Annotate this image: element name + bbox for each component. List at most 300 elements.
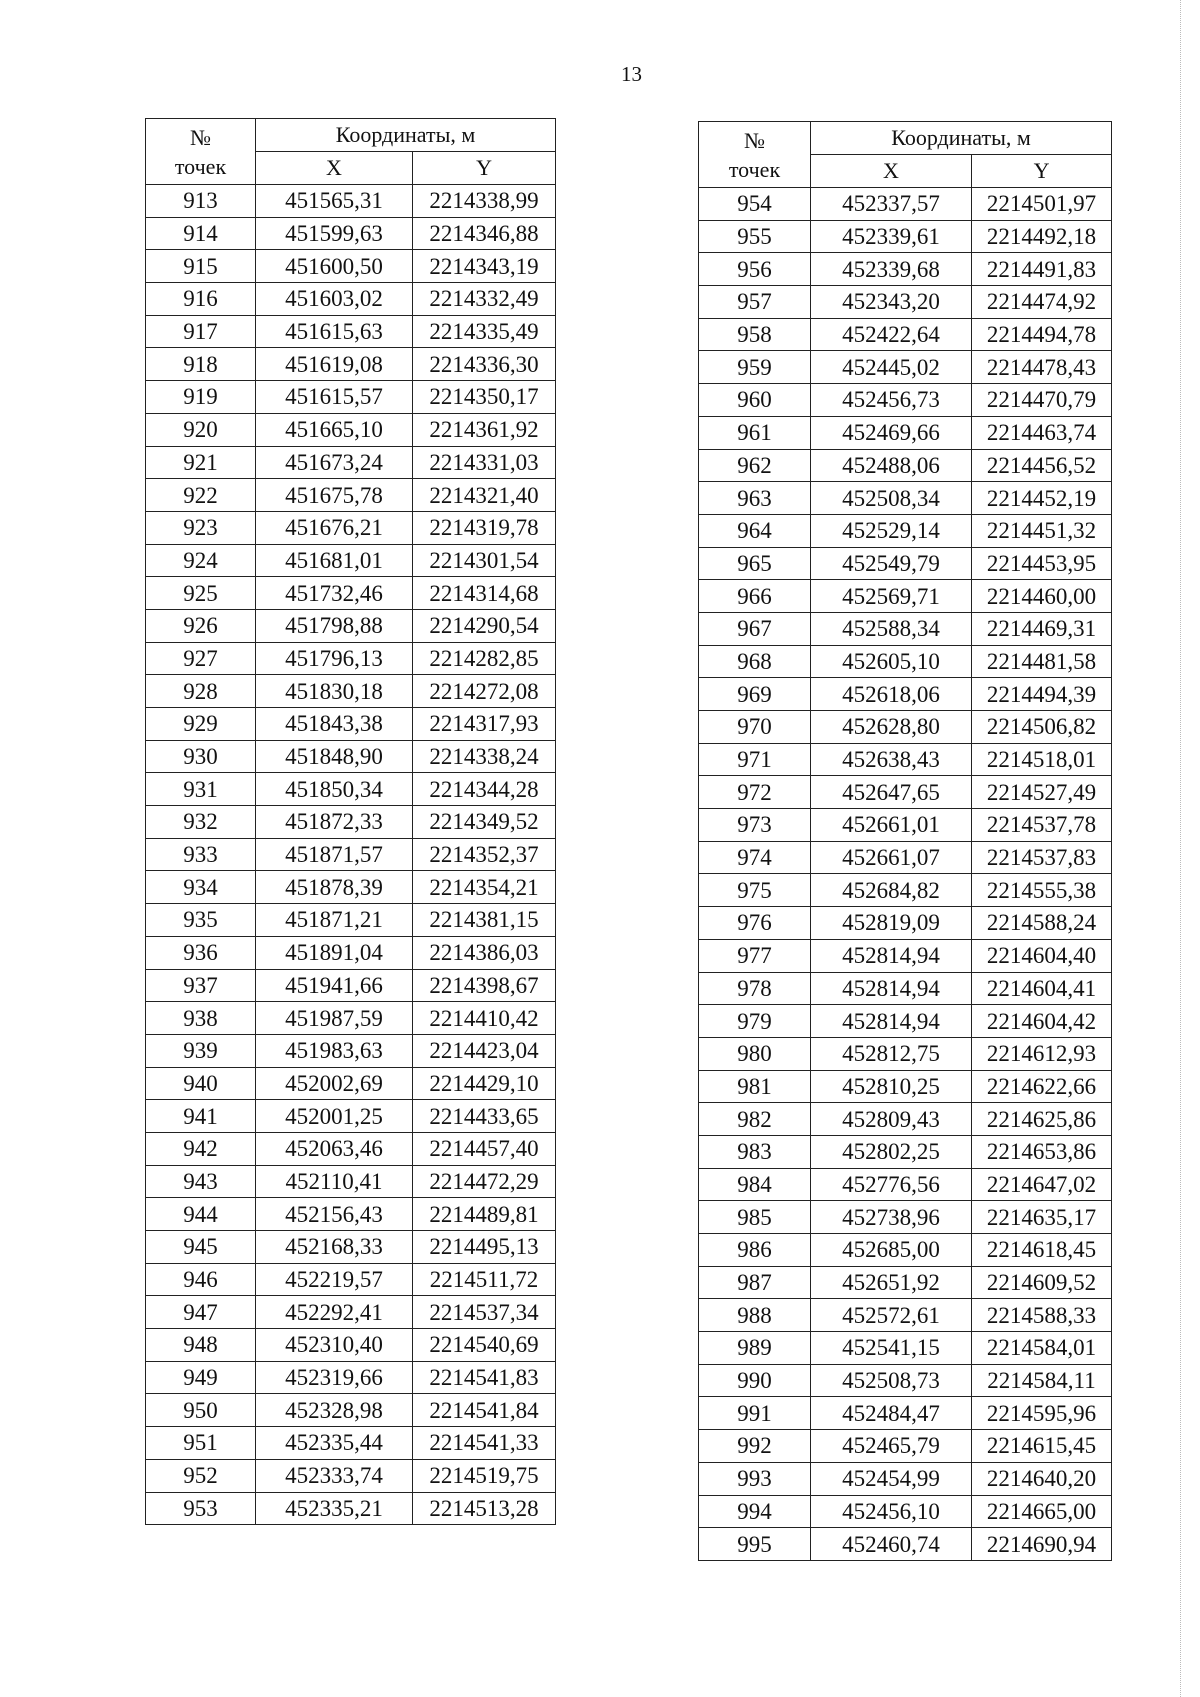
table-row bbox=[699, 809, 1112, 842]
y-coordinate-cell: 2214321,40 bbox=[413, 479, 556, 512]
y-coordinate-cell: 2214354,21 bbox=[413, 871, 556, 904]
x-coordinate-cell: 451565,31 bbox=[256, 185, 413, 218]
y-coordinate-cell: 2214513,28 bbox=[413, 1492, 556, 1525]
x-coordinate-cell: 451732,46 bbox=[256, 577, 413, 610]
table-row bbox=[699, 678, 1112, 711]
x-column-header: X bbox=[811, 155, 972, 188]
x-coordinate-cell: 452343,20 bbox=[811, 286, 972, 319]
table-row bbox=[146, 1231, 556, 1264]
x-coordinate-cell: 452810,25 bbox=[811, 1070, 972, 1103]
coordinates-table-right bbox=[698, 121, 1112, 1561]
point-number-cell: 994 bbox=[699, 1495, 811, 1528]
table-row bbox=[146, 315, 556, 348]
x-coordinate-cell: 452661,07 bbox=[811, 841, 972, 874]
point-number-header bbox=[146, 119, 256, 185]
coordinates-table-left bbox=[145, 118, 556, 1525]
point-number-cell: 963 bbox=[699, 482, 811, 515]
point-number-cell: 949 bbox=[146, 1361, 256, 1394]
point-number-cell: 970 bbox=[699, 711, 811, 744]
y-coordinate-cell: 2214501,97 bbox=[972, 188, 1112, 221]
point-number-cell: 930 bbox=[146, 740, 256, 773]
point-number-cell: 956 bbox=[699, 253, 811, 286]
x-coordinate-cell: 451872,33 bbox=[256, 806, 413, 839]
x-coordinate-cell: 452738,96 bbox=[811, 1201, 972, 1234]
y-coordinate-cell: 2214492,18 bbox=[972, 220, 1112, 253]
point-number-cell: 924 bbox=[146, 544, 256, 577]
table-row bbox=[146, 283, 556, 316]
y-coordinate-cell: 2214595,96 bbox=[972, 1397, 1112, 1430]
table-row bbox=[146, 446, 556, 479]
table-row bbox=[699, 612, 1112, 645]
y-coordinate-cell: 2214604,41 bbox=[972, 972, 1112, 1005]
point-number-cell: 959 bbox=[699, 351, 811, 384]
x-coordinate-cell: 452001,25 bbox=[256, 1100, 413, 1133]
table-row bbox=[146, 1459, 556, 1492]
y-coordinate-cell: 2214338,24 bbox=[413, 740, 556, 773]
table-row bbox=[146, 1263, 556, 1296]
table-row bbox=[699, 286, 1112, 319]
x-coordinate-cell: 452814,94 bbox=[811, 1005, 972, 1038]
table-row bbox=[146, 708, 556, 741]
point-number-cell: 915 bbox=[146, 250, 256, 283]
table-row bbox=[146, 1067, 556, 1100]
y-coordinate-cell: 2214272,08 bbox=[413, 675, 556, 708]
point-number-cell: 987 bbox=[699, 1266, 811, 1299]
point-number-cell: 993 bbox=[699, 1462, 811, 1495]
x-coordinate-cell: 452685,00 bbox=[811, 1234, 972, 1267]
table-row bbox=[146, 609, 556, 642]
point-number-cell: 914 bbox=[146, 217, 256, 250]
point-number-cell: 927 bbox=[146, 642, 256, 675]
y-coordinate-cell: 2214635,17 bbox=[972, 1201, 1112, 1234]
x-coordinate-cell: 451796,13 bbox=[256, 642, 413, 675]
x-coordinate-cell: 451871,57 bbox=[256, 838, 413, 871]
y-coordinate-cell: 2214290,54 bbox=[413, 609, 556, 642]
y-coordinate-cell: 2214609,52 bbox=[972, 1266, 1112, 1299]
table-row bbox=[699, 416, 1112, 449]
point-number-cell: 944 bbox=[146, 1198, 256, 1231]
y-coordinate-cell: 2214343,19 bbox=[413, 250, 556, 283]
y-coordinate-cell: 2214478,43 bbox=[972, 351, 1112, 384]
y-coordinate-cell: 2214665,00 bbox=[972, 1495, 1112, 1528]
x-coordinate-cell: 452445,02 bbox=[811, 351, 972, 384]
point-number-cell: 933 bbox=[146, 838, 256, 871]
table-row bbox=[699, 1462, 1112, 1495]
point-number-cell: 926 bbox=[146, 609, 256, 642]
point-number-cell: 957 bbox=[699, 286, 811, 319]
y-coordinate-cell: 2214604,40 bbox=[972, 939, 1112, 972]
y-coordinate-cell: 2214346,88 bbox=[413, 217, 556, 250]
table-row bbox=[699, 351, 1112, 384]
x-coordinate-cell: 452661,01 bbox=[811, 809, 972, 842]
y-coordinate-cell: 2214588,33 bbox=[972, 1299, 1112, 1332]
table-row bbox=[699, 449, 1112, 482]
table-row bbox=[699, 1299, 1112, 1332]
point-number-cell: 936 bbox=[146, 936, 256, 969]
table-row bbox=[699, 645, 1112, 678]
y-coordinate-cell: 2214612,93 bbox=[972, 1037, 1112, 1070]
y-coordinate-cell: 2214494,39 bbox=[972, 678, 1112, 711]
x-coordinate-cell: 451600,50 bbox=[256, 250, 413, 283]
table-row bbox=[146, 1361, 556, 1394]
point-number-cell: 938 bbox=[146, 1002, 256, 1035]
y-coordinate-cell: 2214463,74 bbox=[972, 416, 1112, 449]
x-coordinate-cell: 451983,63 bbox=[256, 1034, 413, 1067]
point-number-cell: 916 bbox=[146, 283, 256, 316]
table-row bbox=[699, 939, 1112, 972]
point-number-cell: 962 bbox=[699, 449, 811, 482]
point-number-cell: 971 bbox=[699, 743, 811, 776]
x-column-header: X bbox=[256, 152, 413, 185]
table-row bbox=[146, 479, 556, 512]
x-coordinate-cell: 452684,82 bbox=[811, 874, 972, 907]
x-coordinate-cell: 452339,61 bbox=[811, 220, 972, 253]
coordinates-header: Координаты, м bbox=[811, 122, 1112, 155]
x-coordinate-cell: 451676,21 bbox=[256, 511, 413, 544]
x-coordinate-cell: 452339,68 bbox=[811, 253, 972, 286]
y-coordinate-cell: 2214537,78 bbox=[972, 809, 1112, 842]
point-number-cell: 973 bbox=[699, 809, 811, 842]
x-coordinate-cell: 451798,88 bbox=[256, 609, 413, 642]
x-coordinate-cell: 452569,71 bbox=[811, 580, 972, 613]
y-coordinate-cell: 2214317,93 bbox=[413, 708, 556, 741]
y-coordinate-cell: 2214314,68 bbox=[413, 577, 556, 610]
x-coordinate-cell: 452814,94 bbox=[811, 972, 972, 1005]
point-number-cell: 929 bbox=[146, 708, 256, 741]
table-row bbox=[699, 482, 1112, 515]
table-row bbox=[146, 1427, 556, 1460]
table-row bbox=[699, 1168, 1112, 1201]
point-number-cell: 918 bbox=[146, 348, 256, 381]
x-coordinate-cell: 451891,04 bbox=[256, 936, 413, 969]
table-row bbox=[146, 348, 556, 381]
x-coordinate-cell: 451848,90 bbox=[256, 740, 413, 773]
point-number-cell: 917 bbox=[146, 315, 256, 348]
point-number-cell: 968 bbox=[699, 645, 811, 678]
y-coordinate-cell: 2214519,75 bbox=[413, 1459, 556, 1492]
point-number-cell: 975 bbox=[699, 874, 811, 907]
point-number-cell: 977 bbox=[699, 939, 811, 972]
point-number-cell: 937 bbox=[146, 969, 256, 1002]
x-coordinate-cell: 452310,40 bbox=[256, 1329, 413, 1362]
x-coordinate-cell: 451878,39 bbox=[256, 871, 413, 904]
y-coordinate-cell: 2214653,86 bbox=[972, 1135, 1112, 1168]
x-coordinate-cell: 452605,10 bbox=[811, 645, 972, 678]
x-coordinate-cell: 452776,56 bbox=[811, 1168, 972, 1201]
y-coordinate-cell: 2214615,45 bbox=[972, 1430, 1112, 1463]
x-coordinate-cell: 451599,63 bbox=[256, 217, 413, 250]
y-coordinate-cell: 2214625,86 bbox=[972, 1103, 1112, 1136]
table-row bbox=[699, 907, 1112, 940]
point-number-cell: 958 bbox=[699, 318, 811, 351]
x-coordinate-cell: 451615,63 bbox=[256, 315, 413, 348]
y-coordinate-cell: 2214527,49 bbox=[972, 776, 1112, 809]
table-row bbox=[146, 1034, 556, 1067]
point-number-cell: 932 bbox=[146, 806, 256, 839]
point-number-cell: 921 bbox=[146, 446, 256, 479]
y-coordinate-cell: 2214470,79 bbox=[972, 384, 1112, 417]
table-row bbox=[146, 871, 556, 904]
table-row bbox=[146, 577, 556, 610]
point-number-cell: 945 bbox=[146, 1231, 256, 1264]
point-number-cell: 939 bbox=[146, 1034, 256, 1067]
table-row bbox=[699, 1430, 1112, 1463]
point-number-cell: 969 bbox=[699, 678, 811, 711]
x-coordinate-cell: 452063,46 bbox=[256, 1132, 413, 1165]
table-row bbox=[146, 773, 556, 806]
point-number-cell: 965 bbox=[699, 547, 811, 580]
x-coordinate-cell: 451673,24 bbox=[256, 446, 413, 479]
table-row bbox=[699, 1364, 1112, 1397]
y-coordinate-cell: 2214690,94 bbox=[972, 1528, 1112, 1561]
y-coordinate-cell: 2214331,03 bbox=[413, 446, 556, 479]
y-coordinate-cell: 2214386,03 bbox=[413, 936, 556, 969]
x-coordinate-cell: 452484,47 bbox=[811, 1397, 972, 1430]
point-number-cell: 954 bbox=[699, 188, 811, 221]
point-number-cell: 931 bbox=[146, 773, 256, 806]
y-coordinate-cell: 2214489,81 bbox=[413, 1198, 556, 1231]
y-coordinate-cell: 2214332,49 bbox=[413, 283, 556, 316]
point-number-cell: 961 bbox=[699, 416, 811, 449]
y-coordinate-cell: 2214491,83 bbox=[972, 253, 1112, 286]
table-row bbox=[699, 743, 1112, 776]
x-coordinate-cell: 452335,21 bbox=[256, 1492, 413, 1525]
point-number-cell: 950 bbox=[146, 1394, 256, 1427]
x-coordinate-cell: 451830,18 bbox=[256, 675, 413, 708]
table-row bbox=[699, 1201, 1112, 1234]
point-number-cell: 923 bbox=[146, 511, 256, 544]
y-coordinate-cell: 2214495,13 bbox=[413, 1231, 556, 1264]
x-coordinate-cell: 451619,08 bbox=[256, 348, 413, 381]
y-coordinate-cell: 2214460,00 bbox=[972, 580, 1112, 613]
point-number-header bbox=[699, 122, 811, 188]
table-row bbox=[146, 1394, 556, 1427]
points-label: точек bbox=[728, 157, 781, 182]
table-row bbox=[146, 413, 556, 446]
point-number-cell: 983 bbox=[699, 1135, 811, 1168]
x-coordinate-cell: 452812,75 bbox=[811, 1037, 972, 1070]
x-coordinate-cell: 452328,98 bbox=[256, 1394, 413, 1427]
x-coordinate-cell: 451871,21 bbox=[256, 904, 413, 937]
x-coordinate-cell: 451603,02 bbox=[256, 283, 413, 316]
point-number-cell: 942 bbox=[146, 1132, 256, 1165]
table-row bbox=[146, 1296, 556, 1329]
y-coordinate-cell: 2214474,92 bbox=[972, 286, 1112, 319]
point-number-cell: 925 bbox=[146, 577, 256, 610]
y-coordinate-cell: 2214381,15 bbox=[413, 904, 556, 937]
point-number-cell: 981 bbox=[699, 1070, 811, 1103]
point-number-cell: 985 bbox=[699, 1201, 811, 1234]
table-row bbox=[146, 838, 556, 871]
x-coordinate-cell: 452802,25 bbox=[811, 1135, 972, 1168]
y-coordinate-cell: 2214301,54 bbox=[413, 544, 556, 577]
point-number-cell: 953 bbox=[146, 1492, 256, 1525]
y-coordinate-cell: 2214541,84 bbox=[413, 1394, 556, 1427]
table-row bbox=[699, 972, 1112, 1005]
point-number-cell: 951 bbox=[146, 1427, 256, 1460]
point-number-cell: 974 bbox=[699, 841, 811, 874]
table-body-right bbox=[699, 188, 1112, 1561]
x-coordinate-cell: 452456,73 bbox=[811, 384, 972, 417]
table-row bbox=[146, 1132, 556, 1165]
point-number-cell: 986 bbox=[699, 1234, 811, 1267]
x-coordinate-cell: 451675,78 bbox=[256, 479, 413, 512]
y-coordinate-cell: 2214423,04 bbox=[413, 1034, 556, 1067]
page-number: 13 bbox=[621, 62, 642, 86]
x-coordinate-cell: 451850,34 bbox=[256, 773, 413, 806]
y-coordinate-cell: 2214469,31 bbox=[972, 612, 1112, 645]
table-row bbox=[699, 1332, 1112, 1365]
table-row bbox=[146, 675, 556, 708]
table-row bbox=[146, 511, 556, 544]
x-coordinate-cell: 452156,43 bbox=[256, 1198, 413, 1231]
point-number-cell: 972 bbox=[699, 776, 811, 809]
table-row bbox=[146, 642, 556, 675]
coordinates-header: Координаты, м bbox=[256, 119, 556, 152]
x-coordinate-cell: 452508,73 bbox=[811, 1364, 972, 1397]
x-coordinate-cell: 452002,69 bbox=[256, 1067, 413, 1100]
point-number-cell: 991 bbox=[699, 1397, 811, 1430]
point-number-cell: 960 bbox=[699, 384, 811, 417]
page-edge-mark bbox=[1180, 0, 1182, 1697]
y-coordinate-cell: 2214452,19 bbox=[972, 482, 1112, 515]
table-row bbox=[699, 1103, 1112, 1136]
x-coordinate-cell: 452628,80 bbox=[811, 711, 972, 744]
table-row bbox=[146, 1198, 556, 1231]
y-coordinate-cell: 2214555,38 bbox=[972, 874, 1112, 907]
point-number-cell: 940 bbox=[146, 1067, 256, 1100]
y-coordinate-cell: 2214352,37 bbox=[413, 838, 556, 871]
y-coordinate-cell: 2214398,67 bbox=[413, 969, 556, 1002]
x-coordinate-cell: 452168,33 bbox=[256, 1231, 413, 1264]
y-coordinate-cell: 2214537,83 bbox=[972, 841, 1112, 874]
y-coordinate-cell: 2214518,01 bbox=[972, 743, 1112, 776]
point-number-cell: 947 bbox=[146, 1296, 256, 1329]
y-coordinate-cell: 2214647,02 bbox=[972, 1168, 1112, 1201]
point-number-cell: 990 bbox=[699, 1364, 811, 1397]
x-coordinate-cell: 452809,43 bbox=[811, 1103, 972, 1136]
table-row bbox=[699, 514, 1112, 547]
x-coordinate-cell: 452508,34 bbox=[811, 482, 972, 515]
table-row bbox=[146, 969, 556, 1002]
point-number-cell: 966 bbox=[699, 580, 811, 613]
table-row bbox=[146, 1492, 556, 1525]
y-column-header: Y bbox=[972, 155, 1112, 188]
x-coordinate-cell: 452588,34 bbox=[811, 612, 972, 645]
x-coordinate-cell: 452814,94 bbox=[811, 939, 972, 972]
point-number-cell: 943 bbox=[146, 1165, 256, 1198]
x-coordinate-cell: 451615,57 bbox=[256, 381, 413, 414]
table-body-left bbox=[146, 185, 556, 1525]
y-coordinate-cell: 2214540,69 bbox=[413, 1329, 556, 1362]
y-coordinate-cell: 2214453,95 bbox=[972, 547, 1112, 580]
point-number-cell: 982 bbox=[699, 1103, 811, 1136]
y-coordinate-cell: 2214336,30 bbox=[413, 348, 556, 381]
table-row bbox=[699, 547, 1112, 580]
table-row bbox=[699, 1528, 1112, 1561]
y-coordinate-cell: 2214541,33 bbox=[413, 1427, 556, 1460]
table-row bbox=[699, 874, 1112, 907]
x-coordinate-cell: 452333,74 bbox=[256, 1459, 413, 1492]
x-coordinate-cell: 452110,41 bbox=[256, 1165, 413, 1198]
y-coordinate-cell: 2214335,49 bbox=[413, 315, 556, 348]
y-column-header: Y bbox=[413, 152, 556, 185]
x-coordinate-cell: 452454,99 bbox=[811, 1462, 972, 1495]
point-number-cell: 935 bbox=[146, 904, 256, 937]
point-number-cell: 928 bbox=[146, 675, 256, 708]
y-coordinate-cell: 2214511,72 bbox=[413, 1263, 556, 1296]
x-coordinate-cell: 452572,61 bbox=[811, 1299, 972, 1332]
table-row bbox=[699, 384, 1112, 417]
table-row bbox=[146, 217, 556, 250]
x-coordinate-cell: 452819,09 bbox=[811, 907, 972, 940]
point-number-cell: 980 bbox=[699, 1037, 811, 1070]
table-row bbox=[146, 1002, 556, 1035]
y-coordinate-cell: 2214604,42 bbox=[972, 1005, 1112, 1038]
table-row bbox=[699, 580, 1112, 613]
table-row bbox=[699, 1495, 1112, 1528]
point-number-cell: 967 bbox=[699, 612, 811, 645]
table-row bbox=[699, 1070, 1112, 1103]
y-coordinate-cell: 2214481,58 bbox=[972, 645, 1112, 678]
y-coordinate-cell: 2214433,65 bbox=[413, 1100, 556, 1133]
table-row bbox=[699, 711, 1112, 744]
x-coordinate-cell: 452541,15 bbox=[811, 1332, 972, 1365]
y-coordinate-cell: 2214338,99 bbox=[413, 185, 556, 218]
table-row bbox=[146, 1329, 556, 1362]
table-row bbox=[146, 936, 556, 969]
x-coordinate-cell: 451987,59 bbox=[256, 1002, 413, 1035]
point-number-cell: 941 bbox=[146, 1100, 256, 1133]
point-number-cell: 992 bbox=[699, 1430, 811, 1463]
x-coordinate-cell: 452335,44 bbox=[256, 1427, 413, 1460]
table-row bbox=[146, 185, 556, 218]
point-number-cell: 979 bbox=[699, 1005, 811, 1038]
table-row bbox=[146, 250, 556, 283]
x-coordinate-cell: 452549,79 bbox=[811, 547, 972, 580]
y-coordinate-cell: 2214537,34 bbox=[413, 1296, 556, 1329]
point-number-cell: 952 bbox=[146, 1459, 256, 1492]
x-coordinate-cell: 452456,10 bbox=[811, 1495, 972, 1528]
number-sign: № bbox=[190, 125, 211, 150]
table-row bbox=[699, 318, 1112, 351]
x-coordinate-cell: 452292,41 bbox=[256, 1296, 413, 1329]
point-number-cell: 988 bbox=[699, 1299, 811, 1332]
table-row bbox=[146, 544, 556, 577]
point-number-cell: 955 bbox=[699, 220, 811, 253]
y-coordinate-cell: 2214584,01 bbox=[972, 1332, 1112, 1365]
table-row bbox=[699, 188, 1112, 221]
x-coordinate-cell: 452219,57 bbox=[256, 1263, 413, 1296]
table-row bbox=[699, 776, 1112, 809]
y-coordinate-cell: 2214584,11 bbox=[972, 1364, 1112, 1397]
y-coordinate-cell: 2214429,10 bbox=[413, 1067, 556, 1100]
point-number-cell: 919 bbox=[146, 381, 256, 414]
table-row bbox=[699, 253, 1112, 286]
table-row bbox=[146, 806, 556, 839]
table-row bbox=[146, 904, 556, 937]
point-number-cell: 978 bbox=[699, 972, 811, 1005]
point-number-cell: 948 bbox=[146, 1329, 256, 1362]
y-coordinate-cell: 2214350,17 bbox=[413, 381, 556, 414]
x-coordinate-cell: 452529,14 bbox=[811, 514, 972, 547]
point-number-cell: 913 bbox=[146, 185, 256, 218]
table-row bbox=[699, 841, 1112, 874]
points-label: точек bbox=[174, 154, 227, 179]
y-coordinate-cell: 2214319,78 bbox=[413, 511, 556, 544]
point-number-cell: 995 bbox=[699, 1528, 811, 1561]
table-row bbox=[699, 1005, 1112, 1038]
